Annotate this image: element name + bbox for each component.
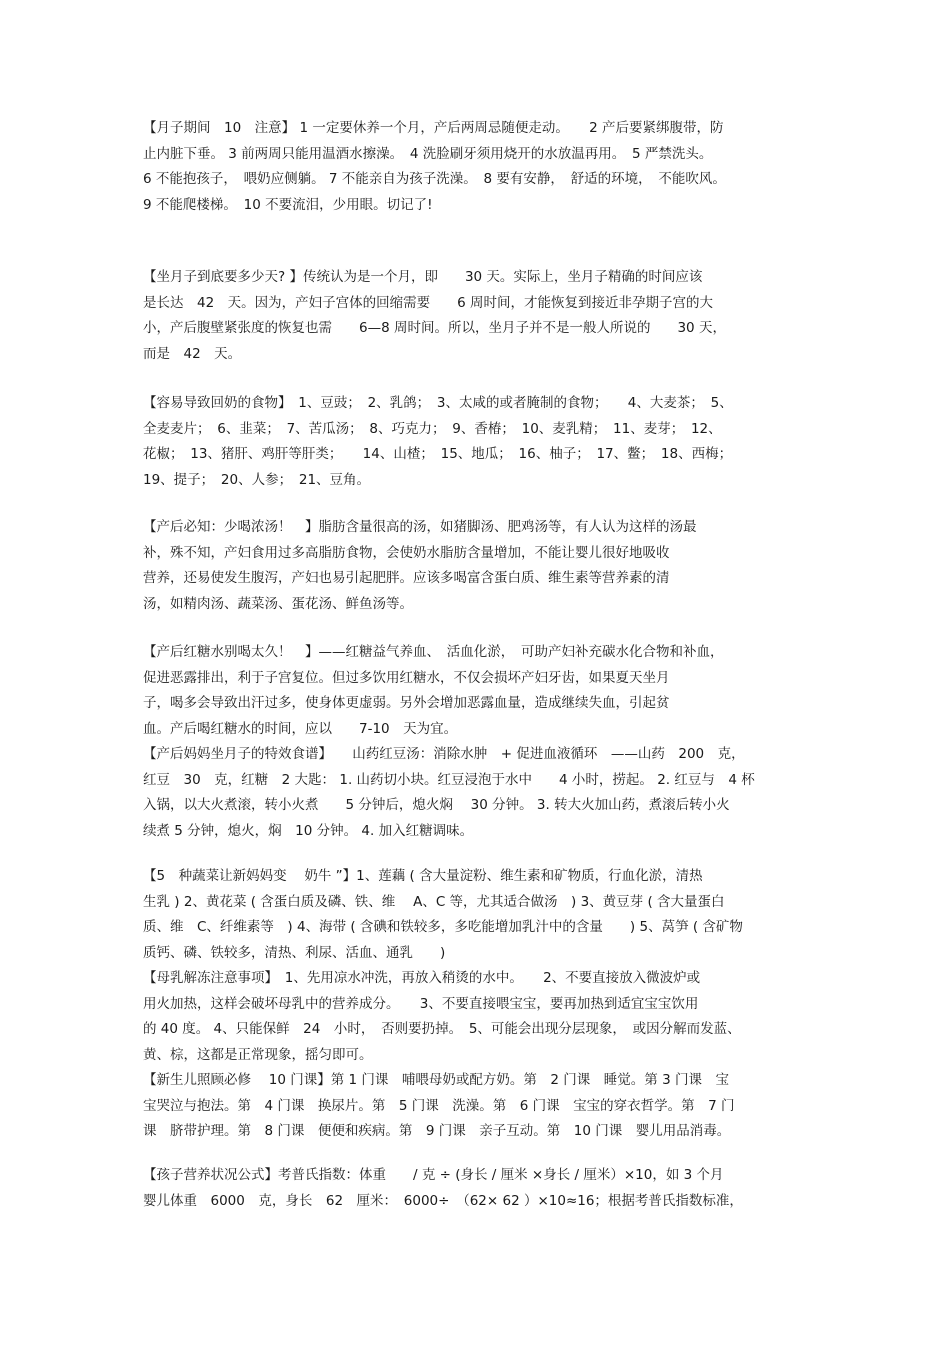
text-line: 补，殊不知，产妇食用过多高脂肪食物，会使奶水脂肪含量增加，不能让婴儿很好地吸收	[143, 544, 670, 561]
text-line: 【孩子营养状况公式】考普氏指数：体重 / 克 ÷ (身长 / 厘米 ×身长 / 厘米）×10，如 3 个月	[143, 1167, 724, 1183]
text-line: 【产后必知：少喝浓汤！ 】脂肪含量很高的汤，如猪脚汤、肥鸡汤等，有人认为这样的汤最	[143, 519, 697, 535]
text-line: 质、维 C、纤维素等 ) 4、海带 ( 含碘和铁较多，多吃能增加乳汁中的含量 ) 5、莴笋 ( 含矿物	[143, 919, 743, 935]
text-line: 全麦麦片； 6、韭菜； 7、苦瓜汤； 8、巧克力； 9、香椿； 10、麦乳精； 11、麦芽； 12、	[143, 420, 722, 437]
text-line: 黄、棕，这都是正常现象，摇匀即可。	[143, 1046, 373, 1063]
text-line: 婴儿体重 6000 克，身长 62 厘米： 6000÷ （62× 62 ）×10≈16；根据考普氏指数标准，	[143, 1192, 743, 1209]
text-line: 而是 42 天。	[143, 345, 242, 362]
text-line: 【新生儿照顾必修 10 门课】第 1 门课 哺喂母奶或配方奶。第 2 门课 睡觉。第 3 门课 宝	[143, 1072, 729, 1088]
text-line: 【母乳解冻注意事项】 1、先用凉水冲洗，再放入稍烫的水中。 2、不要直接放入微波炉或	[143, 970, 701, 986]
text-line: 红豆 30 克，红糖 2 大匙： 1. 山药切小块。红豆浸泡于水中 4 小时，捞起。 2. 红豆与 4 杯	[143, 771, 755, 788]
text-line: 子，喝多会导致出汗过多，使身体更虚弱。另外会增加恶露血量，造成继续失血，引起贫	[143, 695, 670, 711]
text-line: 是长达 42 天。因为，产妇子宫体的回缩需要 6 周时间，才能恢复到接近非孕期子宫的大	[143, 294, 714, 311]
text-line: 入锅，以大火煮滚，转小火煮 5 分钟后，熄火焖 30 分钟。 3. 转大火加山药，煮滚后转小火	[143, 797, 730, 813]
text-line: 课 脐带护理。第 8 门课 便便和疾病。第 9 门课 亲子互动。第 10 门课 婴儿用品消毒。	[143, 1123, 731, 1139]
paragraph-milk-reducing-foods	[143, 391, 823, 493]
text-line: 【容易导致回奶的食物】 1、豆豉； 2、乳鸽； 3、太咸的或者腌制的食物； 4、大麦茶； 5、	[143, 395, 733, 411]
text-line: 【5 种蔬菜让新妈妈变 奶牛 ”】1、莲藕 ( 含大量淀粉、维生素和矿物质，行血化淤，清热	[143, 868, 703, 884]
text-line: 促进恶露排出，利于子宫复位。但过多饮用红糖水，不仅会损坏产妇牙齿，如果夏天坐月	[143, 669, 670, 686]
text-line: 营养，还易使发生腹泻，产妇也易引起肥胖。应该多喝富含蛋白质、维生素等营养素的清	[143, 570, 670, 586]
paragraph-confinement-10-notes	[143, 116, 823, 218]
text-line: 【产后妈妈坐月子的特效食谱】 山药红豆汤：消除水肿 + 促进血液循环 ——山药 200 克，	[143, 746, 745, 762]
text-line: 花椒； 13、猪肝、鸡肝等肝类； 14、山楂； 15、地瓜； 16、柚子； 17、鳖； 18、西梅；	[143, 446, 733, 462]
text-line: 止内脏下垂。 3 前两周只能用温酒水擦澡。 4 洗脸刷牙须用烧开的水放温再用。 5 严禁洗头。	[143, 145, 713, 162]
text-line: 19、提子； 20、人参； 21、豆角。	[143, 471, 371, 488]
text-line: 的 40 度。 4、只能保鲜 24 小时， 否则要扔掉。 5、可能会出现分层现象， 或因分解而发蓝、	[143, 1021, 741, 1037]
text-line: 生乳 ) 2、黄花菜 ( 含蛋白质及磷、铁、维 A、C 等，尤其适合做汤 ) 3、黄豆芽 ( 含大量蛋白	[143, 893, 725, 910]
paragraph-brown-sugar-water-and-recipe	[143, 640, 823, 844]
paragraph-confinement-duration	[143, 265, 823, 367]
text-line: 6 不能抱孩子， 喂奶应侧躺。 7 不能亲自为孩子洗澡。 8 要有安静， 舒适的环境， 不能吹风。	[143, 171, 726, 187]
text-line: 用火加热，这样会破坏母乳中的营养成分。 3、不要直接喂宝宝，要再加热到适宜宝宝饮用	[143, 995, 699, 1012]
paragraph-vegetables-breastmilk-newborn	[143, 864, 823, 1145]
text-line: 汤，如精肉汤、蔬菜汤、蛋花汤、鲜鱼汤等。	[143, 595, 413, 612]
paragraph-nutrition-formula	[143, 1163, 823, 1214]
text-line: 续煮 5 分钟，熄火，焖 10 分钟。 4. 加入红糖调味。	[143, 822, 474, 839]
text-line: 血。产后喝红糖水的时间，应以 7-10 天为宜。	[143, 720, 458, 737]
paragraph-less-thick-soup	[143, 515, 823, 617]
text-line: 【月子期间 10 注意】 1 一定要休养一个月，产后两周忌随便走动。 2 产后要紧绑腹带，防	[143, 120, 724, 136]
text-line: 质钙、磷、铁较多，清热、利尿、活血、通乳 )	[143, 944, 446, 961]
text-line: 小，产后腹壁紧张度的恢复也需 6—8 周时间。所以，坐月子并不是一般人所说的 30 天，	[143, 320, 726, 336]
text-line: 【坐月子到底要多少天? 】传统认为是一个月，即 30 天。实际上，坐月子精确的时间应该	[143, 269, 703, 285]
text-line: 【产后红糖水别喝太久！ 】——红糖益气养血、 活血化淤， 可助产妇补充碳水化合物和补血，	[143, 644, 724, 660]
text-line: 9 不能爬楼梯。 10 不要流泪，少用眼。切记了!	[143, 196, 433, 213]
text-line: 宝哭泣与抱法。第 4 门课 换尿片。第 5 门课 洗澡。第 6 门课 宝宝的穿衣哲学。第 7 门	[143, 1097, 735, 1114]
